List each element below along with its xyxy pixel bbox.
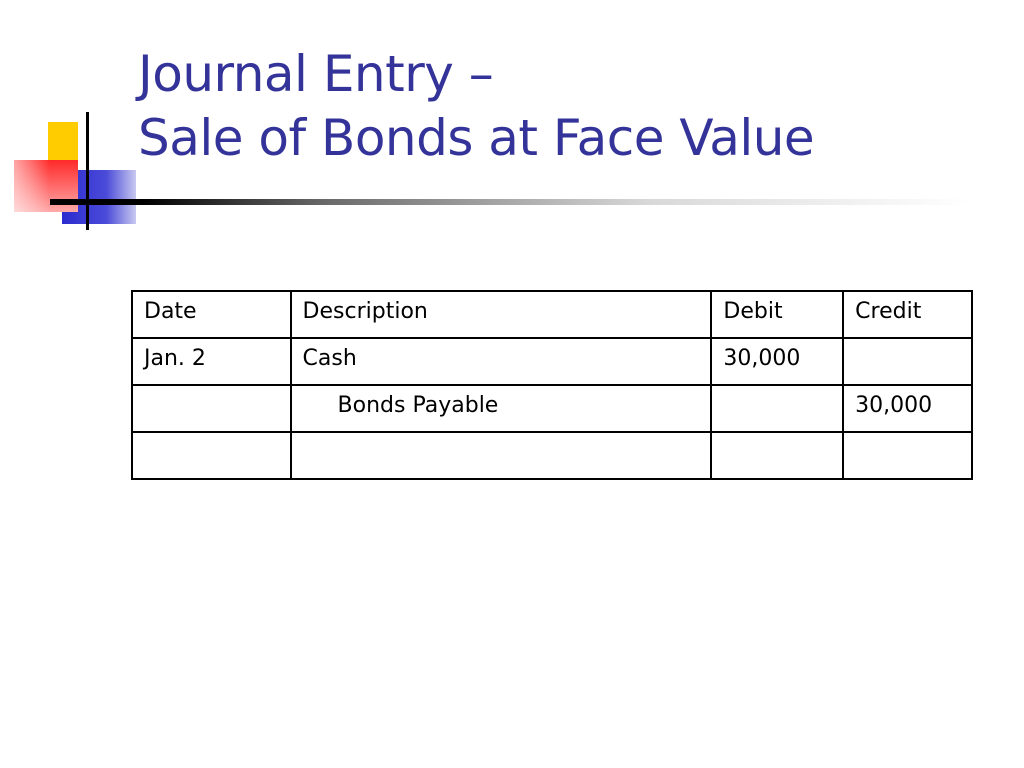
header-date: Date [132, 291, 291, 338]
cell-description: Cash [291, 338, 712, 385]
slide-title [138, 42, 998, 170]
table-row [132, 338, 972, 385]
cell-description [291, 432, 712, 479]
cell-credit: 30,000 [843, 385, 972, 432]
cell-credit [843, 338, 972, 385]
header-credit: Credit [843, 291, 972, 338]
yellow-square [48, 122, 78, 166]
cell-date [132, 432, 291, 479]
slide-title-line-2: Sale of Bonds at Face Value [138, 109, 815, 167]
journal-entry-table [131, 290, 973, 480]
vertical-line [86, 112, 89, 230]
cell-debit [711, 432, 843, 479]
cell-debit: 30,000 [711, 338, 843, 385]
cell-date [132, 385, 291, 432]
cell-debit [711, 385, 843, 432]
cell-date: Jan. 2 [132, 338, 291, 385]
slide-title-line-1: Journal Entry – [138, 45, 494, 103]
table-row [132, 385, 972, 432]
table-header-row [132, 291, 972, 338]
title-divider [50, 199, 970, 205]
header-description: Description [291, 291, 712, 338]
cell-credit [843, 432, 972, 479]
table-row [132, 432, 972, 479]
cell-description: Bonds Payable [291, 385, 712, 432]
header-debit: Debit [711, 291, 843, 338]
